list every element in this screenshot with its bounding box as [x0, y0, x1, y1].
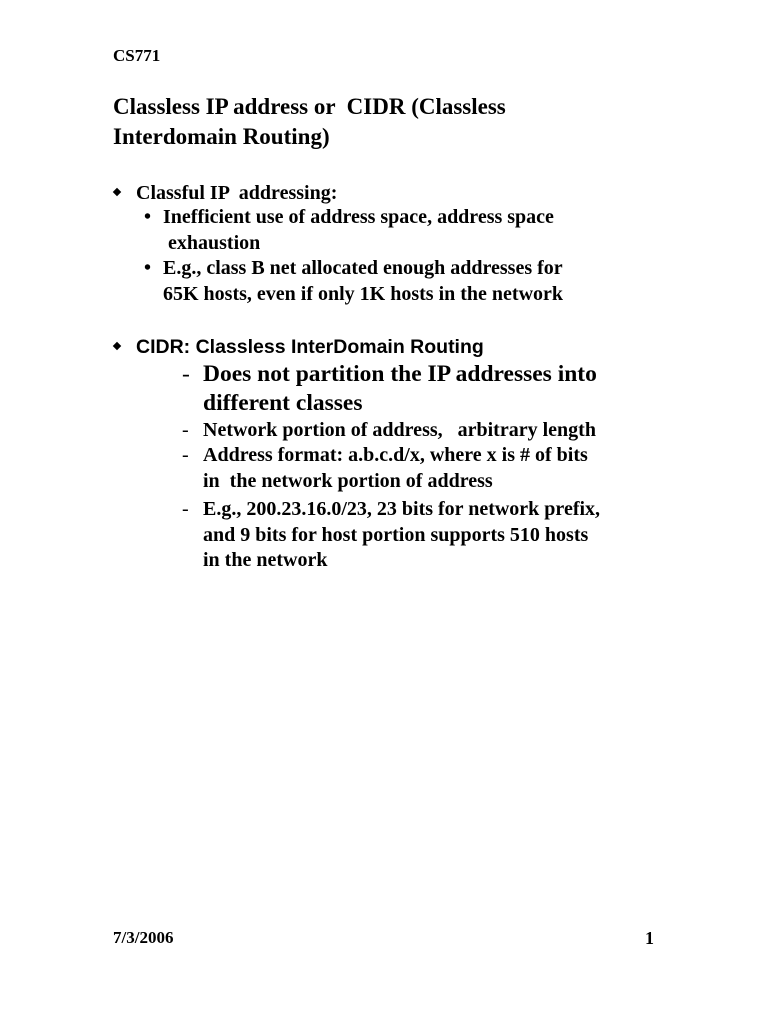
dash-bullet-icon: -	[182, 498, 189, 520]
cidr-item-4: - E.g., 200.23.16.0/23, 23 bits for network prefix, and 9 bits for host portion supports 510 hosts in the network	[182, 498, 601, 571]
classful-subitem-1: • Inefficient use of address space, address space exhaustion	[144, 206, 554, 254]
diamond-bullet-icon	[113, 342, 121, 350]
title-line-1: Classless IP address or CIDR (Classless	[113, 94, 506, 119]
cidr-item-1: - Does not partition the IP addresses into different classes	[182, 361, 597, 416]
diamond-bullet-icon	[113, 188, 121, 196]
course-code: CS771	[113, 46, 161, 65]
title-line-2: Interdomain Routing)	[113, 124, 330, 149]
dash-bullet-icon: -	[182, 444, 189, 466]
classful-subitem-2: • E.g., class B net allocated enough addresses for 65K hosts, even if only 1K hosts in the network	[144, 257, 564, 305]
slide-title	[113, 92, 673, 152]
footer-date: 7/3/2006	[113, 928, 174, 947]
bullet-icon: •	[144, 257, 152, 279]
page-number: 1	[645, 928, 654, 948]
dash-bullet-icon: -	[182, 419, 189, 441]
dash-bullet-icon: -	[182, 361, 190, 387]
section-cidr-heading: CIDR: Classless InterDomain Routing	[136, 334, 484, 360]
cidr-item-2: - Network portion of address, arbitrary length	[203, 418, 673, 444]
bullet-icon: •	[144, 206, 152, 228]
section-classful-heading: Classful IP addressing:	[136, 180, 337, 206]
cidr-item-3: - Address format: a.b.c.d/x, where x is # of bits in the network portion of address	[182, 444, 588, 492]
